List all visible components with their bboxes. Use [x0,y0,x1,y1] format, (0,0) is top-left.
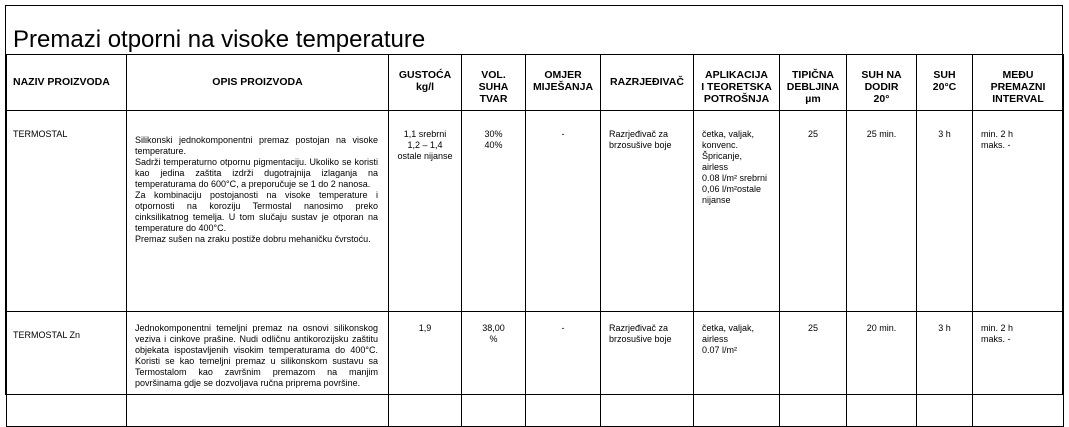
cell-vol [462,111,526,312]
aplikacija-line: konvenc. [702,140,739,150]
header-aplikacija-line: POTROŠNJA [703,93,770,105]
page-title: Premazi otporni na visoke temperature [13,26,426,53]
cell-aplikacija [694,312,780,427]
interval-line: min. 2 h [981,129,1014,139]
opis-paragraph: Silikonski jednokomponentni premaz postojan na visoke temperature. [135,135,378,156]
header-aplikacija [694,55,780,111]
header-suh-dodir-line: SUH NA [861,69,902,81]
cell-suh-dodir: 20 min. [847,312,917,427]
header-suh-20-line: SUH [933,69,956,81]
cell-interval [973,111,1064,312]
razrjedivac-line: Razrjeđivač za [609,129,669,139]
header-aplikacija-line: APLIKACIJA [704,69,768,81]
gustoca-line: 1,9 [418,323,432,333]
cell-debljina: 25 [780,111,847,312]
header-omjer [526,55,601,111]
header-vol-line: TVAR [479,93,508,105]
header-opis: OPIS PROIZVODA [127,55,389,111]
cell-suh-dodir: 25 min. [847,111,917,312]
header-debljina-line: TIPIČNA [792,69,834,81]
razrjedivac-line: Razrjeđivač za [609,323,669,333]
cell-razrjedivac [601,312,694,427]
cell-opis [127,111,389,312]
header-suh-dodir [847,55,917,111]
opis-paragraph: Sadrži temperaturno otpornu pigmentaciju. Ukoliko se koristi kao jedina zaštita izdrži dugotrajnija izlaganja na temperaturama do 600°C, a preporučuje se 1 do 2 nanosa. [135,157,378,189]
opis-paragraph: Za kombinaciju postojanosti na visoke temperature i otpornosti na koroziju Termostal nanosimo preko cinksilikatnog temelja. U tom slučaju sustav je otporan na temperature do 400°C. [135,190,378,233]
aplikacija-line: četka, valjak, [702,129,755,139]
cell-aplikacija [694,111,780,312]
cell-suh-20: 3 h [917,312,973,427]
gustoca-line: 1,2 – 1,4 [407,140,443,150]
header-suh-dodir-line: DODIR [864,81,899,93]
opis-paragraph: Jednokomponentni temeljni premaz na osnovi silikonskog veziva i cinkove prašine. Nudi odličnu antikorozijsku zaštitu objekata ispostavljenih visokim temperaturama do 400°C. Koristi se kao temeljni premaz u silikonskom sustavu sa Termostalom kao završnim premazom na manjim površinama gdje se dozvoljava ručna priprema površine. [135,323,378,388]
table-row [7,312,1064,427]
header-interval-line: PREMAZNI [990,81,1046,93]
header-vol [462,55,526,111]
header-omjer-line: MIJEŠANJA [532,81,594,93]
interval-line: min. 2 h [981,323,1014,333]
cell-debljina: 25 [780,312,847,427]
table-row [7,111,1064,312]
cell-naziv: TERMOSTAL [7,111,127,312]
header-naziv: NAZIV PROIZVODA [7,55,127,111]
aplikacija-line: 0.08 l/m² srebrni [702,173,768,183]
header-suh-20 [917,55,973,111]
cell-gustoca [389,111,462,312]
header-interval-line: MEĐU [1002,69,1034,81]
cell-suh-20: 3 h [917,111,973,312]
cell-vol [462,312,526,427]
header-gustoca-unit: kg/l [415,81,435,93]
cell-opis [127,312,389,427]
header-interval [973,55,1064,111]
razrjedivac-line: brzosušive boje [609,140,672,150]
aplikacija-line: 0.07 l/m² [702,345,738,355]
header-gustoca-line: GUSTOĆA [398,69,452,81]
header-aplikacija-line: I TEORETSKA [701,81,772,93]
vol-line: % [489,334,498,344]
cell-omjer: - [526,312,601,427]
vol-line: 38,00 [482,323,505,333]
razrjedivac-line: brzosušive boje [609,334,672,344]
gustoca-line: 1,1 srebrni [403,129,447,139]
header-omjer-line: OMJER [544,69,582,81]
header-razrjedivac: RAZRJEĐIVAČ [601,55,694,111]
cell-razrjedivac [601,111,694,312]
vol-line: 30% [484,129,503,139]
cell-naziv: TERMOSTAL Zn [7,312,127,427]
header-debljina [780,55,847,111]
opis-paragraph: Premaz sušen na zraku postiže dobru mehaničku čvrstoću. [135,234,371,244]
gustoca-line: ostale nijanse [397,151,453,161]
aplikacija-line: nijanse [702,195,731,205]
document-sheet [5,5,1063,395]
header-gustoca [389,55,462,111]
cell-gustoca [389,312,462,427]
cell-omjer: - [526,111,601,312]
header-row [7,55,1064,111]
vol-line: 40% [484,140,503,150]
header-vol-line: VOL. [481,69,506,81]
aplikacija-line: Špricanje, [702,151,743,161]
interval-line: maks. - [981,140,1011,150]
interval-line: maks. - [981,334,1011,344]
header-debljina-line: DEBLJINA [786,81,840,93]
aplikacija-line: airless [702,334,729,344]
header-vol-line: SUHA [478,81,509,93]
aplikacija-line: airless [702,162,729,172]
header-interval-line: INTERVAL [992,93,1044,105]
aplikacija-line: 0,06 l/m²ostale [702,184,762,194]
header-suh-dodir-line: 20° [873,93,890,105]
product-table [6,54,1064,427]
header-debljina-line: µm [805,93,821,105]
cell-interval [973,312,1064,427]
header-suh-20-line: 20°C [932,81,957,93]
aplikacija-line: četka, valjak, [702,323,755,333]
